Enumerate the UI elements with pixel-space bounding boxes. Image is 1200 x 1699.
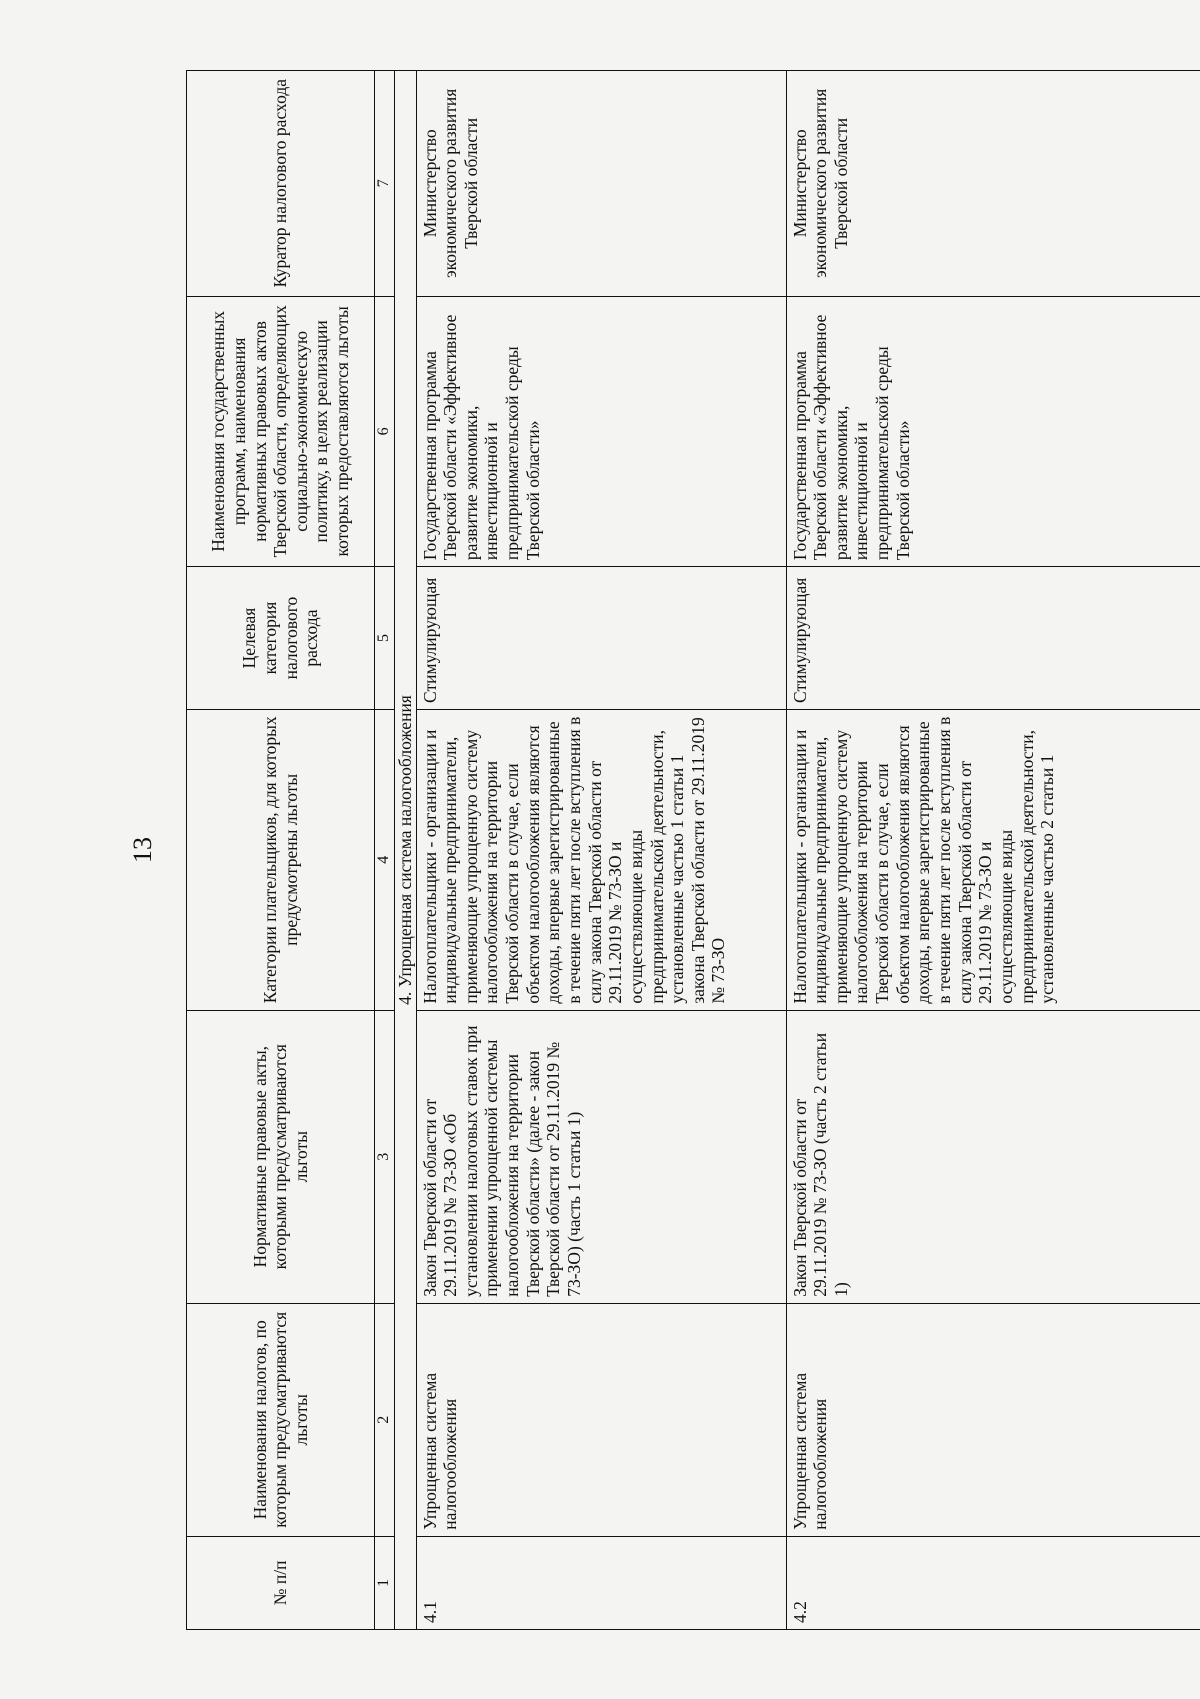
header-curator: Куратор налогового расхода bbox=[187, 71, 375, 297]
tax-expenditure-table-container bbox=[186, 70, 1200, 1630]
row-act: Закон Тверской области от 29.11.2019 № 73-ЗО «Об установлении налоговых ставок при применении упрощенной системы налогообложения на территории Тверской области» (далее - закон Тверской области от 29.11.2019 № 73-ЗО) (часть 1 статьи 1) bbox=[416, 1010, 786, 1303]
row-tax: Упрощенная система налогообложения bbox=[786, 1303, 1200, 1536]
row-curator: Министерство экономического развития Тверской области bbox=[416, 71, 786, 297]
row-category: Стимулирующая bbox=[786, 567, 1200, 710]
section-title: 4. Упрощенная система налогообложения bbox=[394, 71, 416, 1630]
table-row bbox=[416, 71, 786, 1630]
column-number-row bbox=[375, 71, 395, 1630]
column-number: 4 bbox=[375, 709, 395, 1010]
row-payers: Налогоплательщики - организации и индивидуальные предприниматели, применяющие упрощенную систему налогообложения на территории Тверской области в случае, если объектом налогообложения являются доходы, впервые зарегистрированные в течение пяти лет после вступления в силу закона Тверской области от 29.11.2019 № 73-ЗО и осуществляющие виды предпринимательской деятельности, установленные частью 2 статьи 1 bbox=[786, 709, 1200, 1010]
row-tax: Упрощенная система налогообложения bbox=[416, 1303, 786, 1536]
column-number: 3 bbox=[375, 1010, 395, 1303]
tax-expenditure-table bbox=[186, 70, 1200, 1630]
column-number: 1 bbox=[375, 1536, 395, 1629]
header-category: Целевая категория налогового расхода bbox=[187, 567, 375, 710]
row-program: Государственная программа Тверской области «Эффективное развитие экономики, инвестиционной и предпринимательской среды Тверской области» bbox=[416, 296, 786, 567]
header-program: Наименования государственных программ, наименования нормативных правовых актов Тверской области, определяющих социально-экономическую политику, в целях реализации которых предоставляются льготы bbox=[187, 296, 375, 567]
column-number: 7 bbox=[375, 71, 395, 297]
header-num: № п/п bbox=[187, 1536, 375, 1629]
row-num: 4.1 bbox=[416, 1536, 786, 1629]
header-act: Нормативные правовые акты, которыми предусматриваются льготы bbox=[187, 1010, 375, 1303]
header-tax: Наименования налогов, по которым предусматриваются льготы bbox=[187, 1303, 375, 1536]
table-row bbox=[786, 71, 1200, 1630]
row-act: Закон Тверской области от 29.11.2019 № 73-ЗО (часть 2 статьи 1) bbox=[786, 1010, 1200, 1303]
header-row bbox=[187, 71, 375, 1630]
header-payers: Категории плательщиков, для которых предусмотрены льготы bbox=[187, 709, 375, 1010]
row-payers: Налогоплательщики - организации и индивидуальные предприниматели, применяющие упрощенную систему налогообложения на территории Тверской области в случае, если объектом налогообложения являются доходы, впервые зарегистрированные в течение пяти лет после вступления в силу закона Тверской области от 29.11.2019 № 73-ЗО и осуществляющие виды предпринимательской деятельности, установленные частью 1 статьи 1 закона Тверской области от 29.11.2019 № 73-ЗО bbox=[416, 709, 786, 1010]
section-row bbox=[394, 71, 416, 1630]
column-number: 2 bbox=[375, 1303, 395, 1536]
column-number: 6 bbox=[375, 296, 395, 567]
row-num: 4.2 bbox=[786, 1536, 1200, 1629]
row-program: Государственная программа Тверской области «Эффективное развитие экономики, инвестиционной и предпринимательской среды Тверской области» bbox=[786, 296, 1200, 567]
page-number: 13 bbox=[128, 837, 157, 863]
row-category: Стимулирующая bbox=[416, 567, 786, 710]
row-curator: Министерство экономического развития Тверской области bbox=[786, 71, 1200, 297]
column-number: 5 bbox=[375, 567, 395, 710]
